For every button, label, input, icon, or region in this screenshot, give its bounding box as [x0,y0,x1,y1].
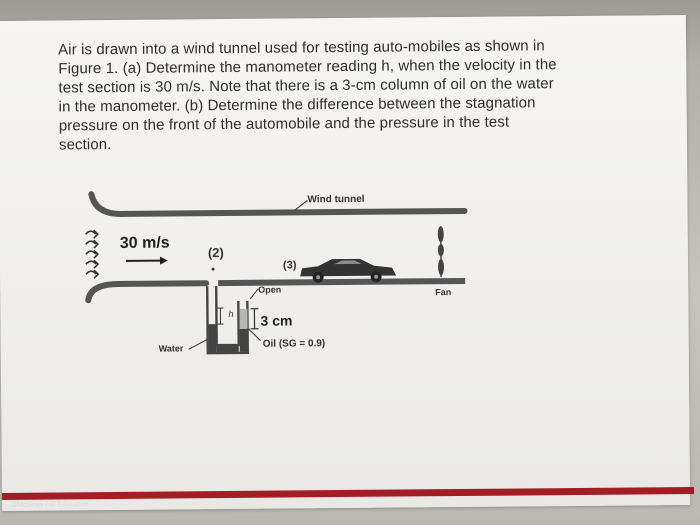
problem-line: test section is 30 m/s. Note that there is a 3-cm column of oil on the water [58,75,554,97]
problem-line: pressure on the front of the automobile and the pressure in the test [58,113,510,135]
point-2-marker [212,268,215,271]
velocity-label: 30 m/s [119,234,170,252]
oil-label: Oil (SG = 0.9) [262,338,326,350]
oil-height-label: 3 cm [260,312,293,329]
wind-tunnel-leader [294,200,307,210]
velocity-arrow-icon [126,257,168,265]
manometer [207,286,248,353]
fan-label: Fan [435,287,452,298]
tunnel-upper-wall [91,191,464,214]
problem-line: in the manometer. (b) Determine the difference between the stagnation [58,94,536,116]
wind-tunnel-label: Wind tunnel [307,193,365,206]
open-leader [250,289,258,299]
problem-line: Figure 1. (a) Determine the manometer reading h, when the velocity in the [58,56,557,78]
h-dimension-marker [217,308,223,324]
publisher-credit: ©McGraw-Hill Education [12,501,89,509]
manometer-h-label: h [228,308,234,320]
slide [0,15,690,511]
water-label: Water [158,343,184,354]
problem-line: Air is drawn into a wind tunnel used for testing auto-mobiles as shown in [58,37,545,59]
problem-line: section. [58,136,112,154]
problem-statement [58,36,619,155]
fan-icon [438,226,444,277]
water-leader [189,339,208,349]
wind-tunnel-figure [69,187,471,380]
tunnel-lower-wall-left [88,283,206,300]
inflow-arrows-icon [86,230,98,278]
oil-leader [249,329,261,341]
oil-dimension-marker [250,309,258,329]
point-3-label: (3) [282,259,297,272]
footer-accent-bar [2,487,694,500]
tunnel-lower-wall-right [218,281,465,283]
point-2-label: (2) [207,245,224,261]
open-label: Open [258,284,282,295]
